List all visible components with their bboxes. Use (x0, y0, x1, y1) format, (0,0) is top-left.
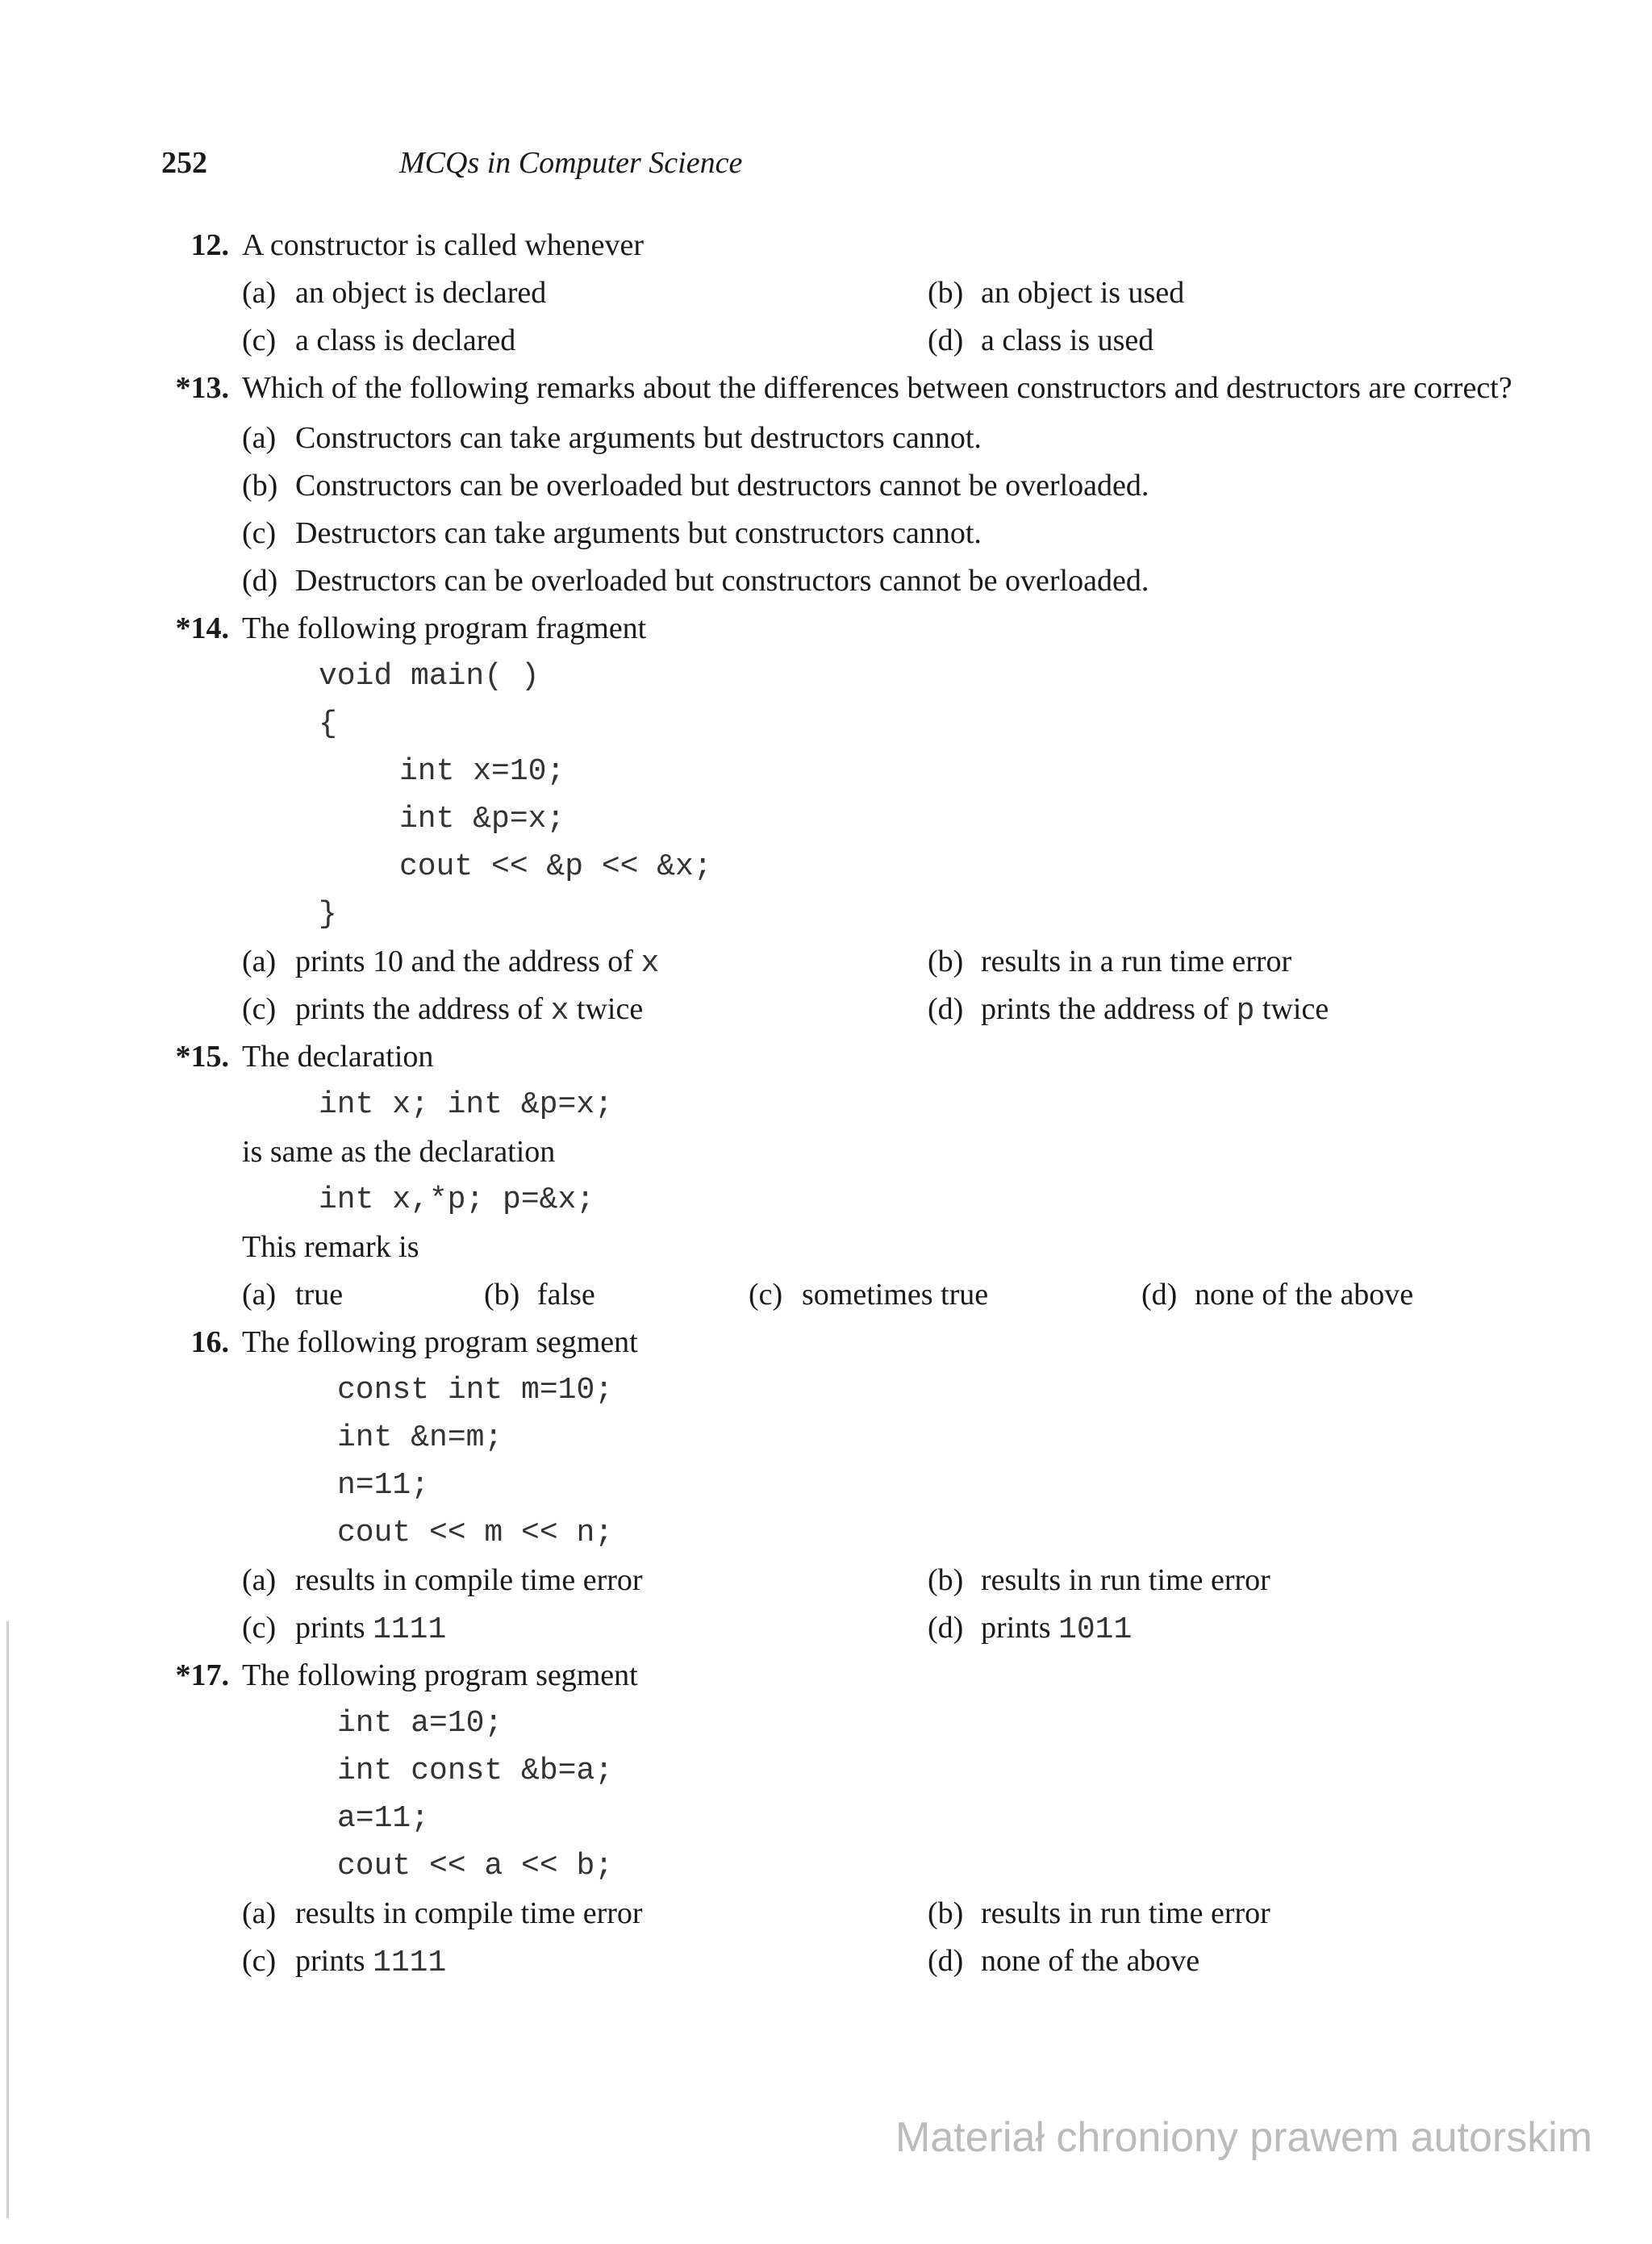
running-title: MCQs in Computer Science (399, 146, 743, 180)
option-c: (c) prints the address of x twice (242, 992, 644, 1028)
code-line: n=11; (337, 1468, 430, 1503)
options-row (161, 1937, 1597, 1985)
code-line: { (319, 707, 337, 741)
question-text: A constructor is called whenever (242, 228, 645, 262)
option-a: (a) Constructors can take arguments but destructors cannot. (242, 421, 982, 455)
code-line: int x; int &p=x; (319, 1087, 613, 1122)
code-line: int a=10; (337, 1706, 503, 1741)
option-d: (d) a class is used (928, 323, 1154, 357)
option-d: (d) prints 1011 (928, 1611, 1133, 1647)
question-number: *15. (175, 1040, 229, 1074)
option-c: (c) a class is declared (242, 323, 516, 357)
code-line: } (319, 897, 337, 932)
option-a: (a) results in compile time error (242, 1563, 643, 1597)
option-a: (a) results in compile time error (242, 1896, 643, 1930)
option-b: (b) results in run time error (928, 1896, 1270, 1930)
code-line: int const &b=a; (337, 1754, 614, 1788)
page-content (161, 222, 1597, 1985)
code-line: int x=10; (399, 754, 565, 789)
options-row (161, 1604, 1597, 1652)
options-row (161, 986, 1597, 1033)
question-number: *14. (175, 611, 229, 645)
margin-rule (6, 1621, 9, 2218)
option-b: (b) an object is used (928, 276, 1185, 310)
option-b: (b) results in a run time error (928, 945, 1292, 978)
option-a: (a) an object is declared (242, 276, 547, 310)
question-17 (161, 1652, 1597, 1700)
code-line: void main( ) (319, 659, 540, 694)
code-line: int x,*p; p=&x; (319, 1182, 595, 1217)
code-line: int &p=x; (399, 802, 565, 836)
option-d: (d) none of the above (928, 1944, 1200, 1978)
option-c: (c) sometimes true (749, 1278, 989, 1312)
options-row (161, 1557, 1597, 1604)
question-text: The following program segment (242, 1325, 638, 1359)
code-line: a=11; (337, 1801, 430, 1836)
question-16 (161, 1319, 1597, 1366)
options-row (161, 1890, 1597, 1937)
code-line: const int m=10; (337, 1373, 614, 1408)
question-15 (161, 1033, 1597, 1081)
copyright-watermark: Materiał chroniony prawem autorskim (895, 2114, 1593, 2161)
code-line: cout << m << n; (337, 1516, 614, 1550)
page-number: 252 (161, 146, 207, 180)
question-number: 16. (190, 1325, 229, 1359)
code-line: int &n=m; (337, 1420, 503, 1455)
option-c: (c) prints 1111 (242, 1944, 447, 1980)
option-b: (b) results in run time error (928, 1563, 1270, 1597)
question-13 (161, 365, 1597, 415)
option-b: (b) Constructors can be overloaded but destructors cannot be overloaded. (242, 469, 1149, 503)
question-text: is same as the declaration (242, 1135, 556, 1169)
option-c: (c) Destructors can take arguments but constructors cannot. (242, 516, 982, 550)
question-14 (161, 605, 1597, 653)
option-a: (a) true (242, 1278, 344, 1312)
option-d: (d) prints the address of p twice (928, 992, 1329, 1028)
options-row (161, 938, 1597, 986)
question-number: *17. (175, 1658, 229, 1692)
options-row (161, 269, 1597, 317)
question-text: The following program segment (242, 1658, 638, 1692)
option-a: (a) prints 10 and the address of x (242, 945, 660, 981)
question-text: The following program fragment (242, 611, 647, 645)
question-text: The declaration (242, 1040, 434, 1074)
question-12 (161, 222, 1597, 269)
options-row (161, 317, 1597, 365)
question-number: *13. (175, 371, 229, 405)
option-d: (d) none of the above (1141, 1278, 1414, 1312)
code-line: cout << &p << &x; (399, 849, 712, 884)
question-text: This remark is (242, 1230, 419, 1264)
option-d: (d) Destructors can be overloaded but constructors cannot be overloaded. (242, 564, 1149, 598)
page-header (161, 145, 743, 181)
code-line: cout << a << b; (337, 1849, 614, 1883)
question-number: 12. (190, 228, 229, 262)
question-text: Which of the following remarks about the differences between constructors and destructors are correct? (242, 371, 1512, 405)
options-row (161, 1271, 1597, 1319)
option-c: (c) prints 1111 (242, 1611, 447, 1647)
option-b: (b) false (484, 1278, 595, 1312)
